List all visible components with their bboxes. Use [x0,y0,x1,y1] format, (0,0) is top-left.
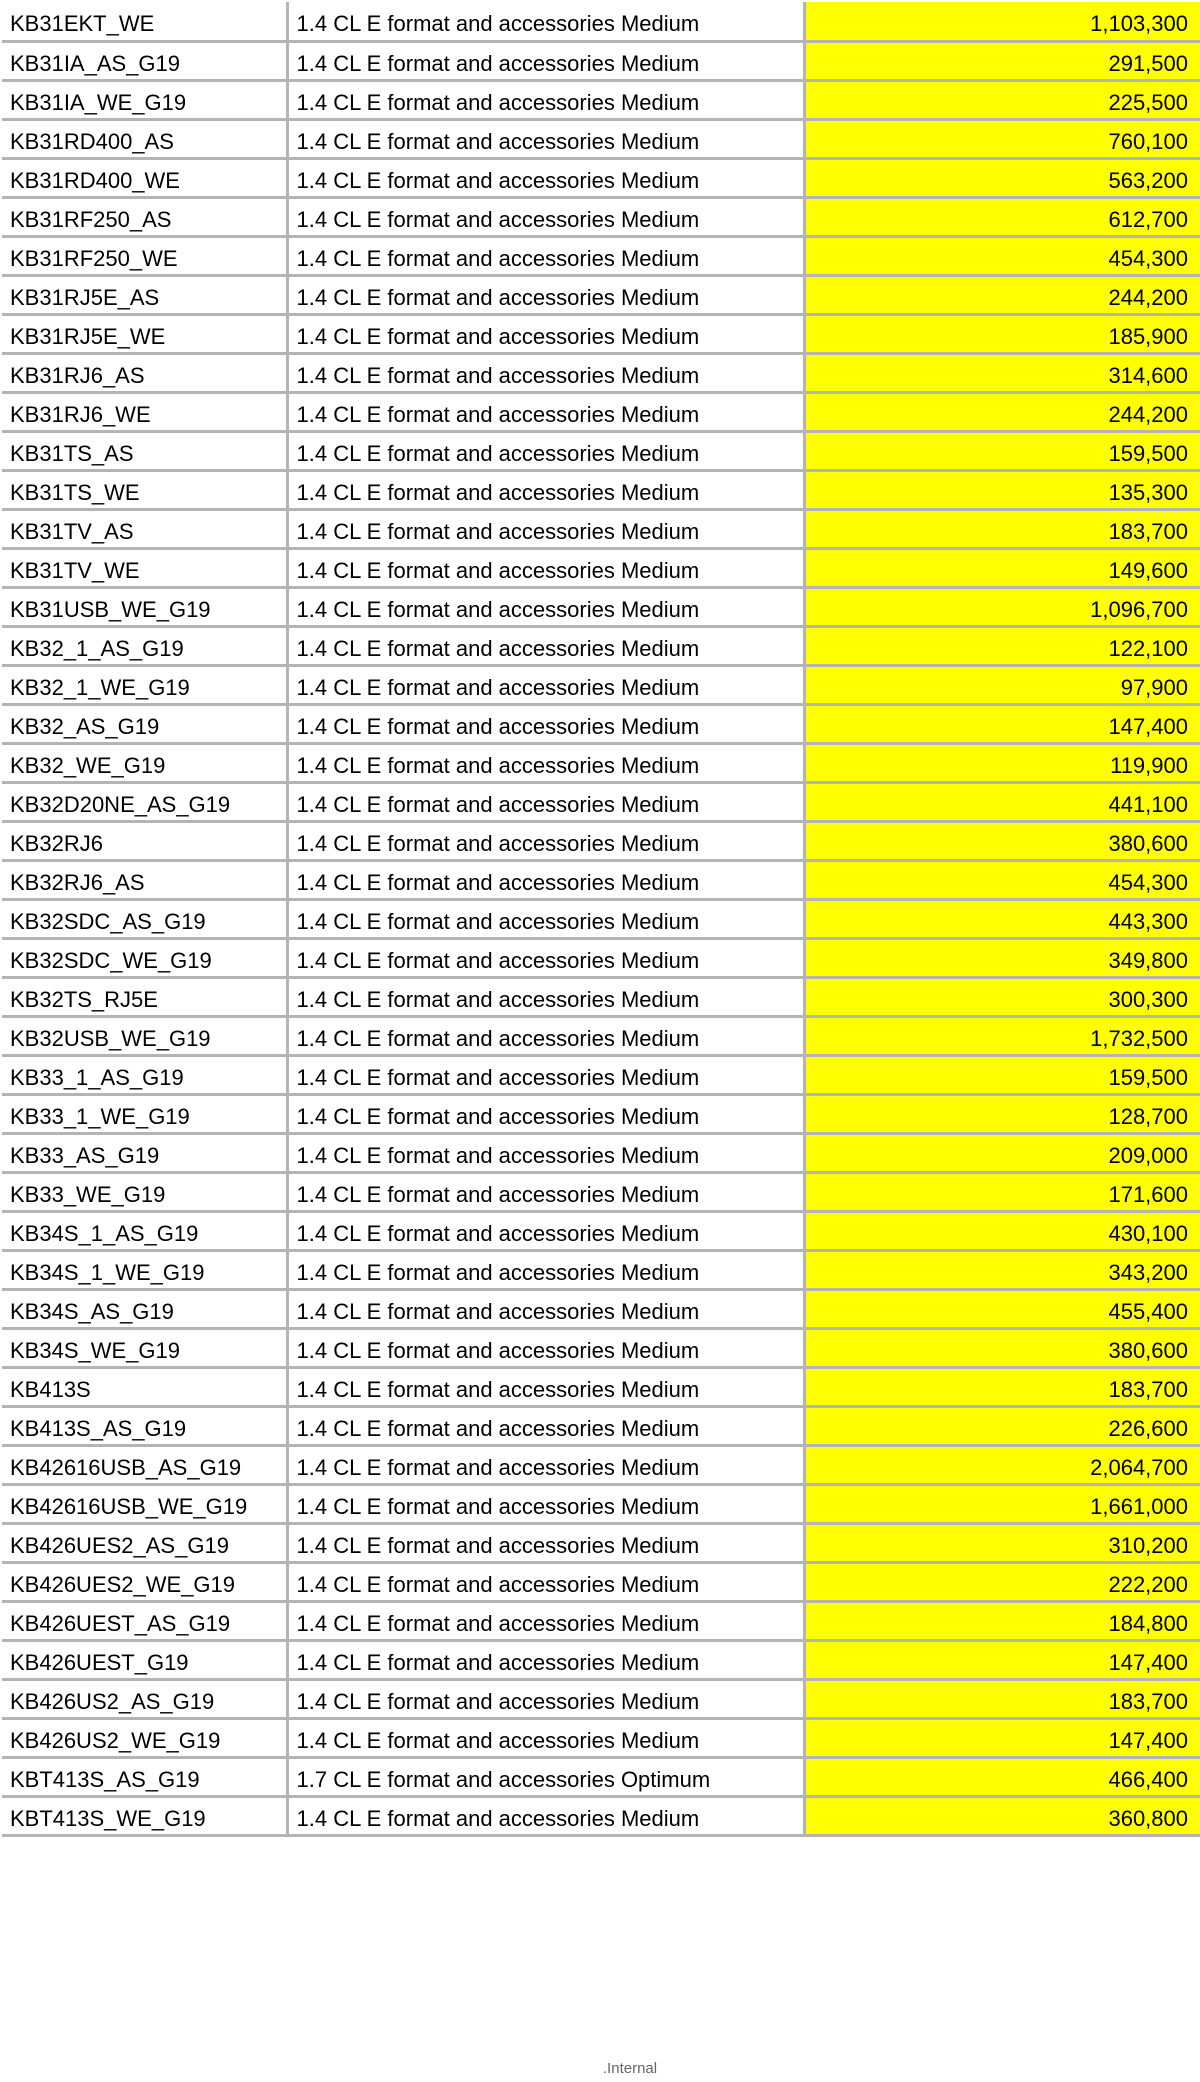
product-code-cell: KB31RD400_AS [2,119,287,158]
table-row [2,197,1200,236]
product-code-cell: KB31RJ5E_AS [2,275,287,314]
description-cell: 1.4 CL E format and accessories Medium [287,1406,804,1445]
price-cell: 441,100 [804,782,1200,821]
price-cell: 1,661,000 [804,1484,1200,1523]
description-cell: 1.4 CL E format and accessories Medium [287,509,804,548]
table-row [2,1172,1200,1211]
table-row [2,1133,1200,1172]
price-table [2,2,1200,1837]
table-row [2,1757,1200,1796]
description-cell: 1.4 CL E format and accessories Medium [287,1484,804,1523]
price-cell: 147,400 [804,1640,1200,1679]
table-row [2,977,1200,1016]
price-cell: 184,800 [804,1601,1200,1640]
product-code-cell: KB426US2_AS_G19 [2,1679,287,1718]
price-cell: 430,100 [804,1211,1200,1250]
description-cell: 1.4 CL E format and accessories Medium [287,977,804,1016]
table-row [2,41,1200,80]
description-cell: 1.4 CL E format and accessories Medium [287,1601,804,1640]
description-cell: 1.4 CL E format and accessories Medium [287,41,804,80]
product-code-cell: KB32RJ6_AS [2,860,287,899]
table-row [2,743,1200,782]
product-code-cell: KB31EKT_WE [2,2,287,41]
description-cell: 1.4 CL E format and accessories Medium [287,704,804,743]
table-row [2,704,1200,743]
table-row [2,431,1200,470]
price-cell: 466,400 [804,1757,1200,1796]
table-row [2,1640,1200,1679]
price-cell: 183,700 [804,1367,1200,1406]
product-code-cell: KB31TV_AS [2,509,287,548]
price-cell: 225,500 [804,80,1200,119]
product-code-cell: KB31USB_WE_G19 [2,587,287,626]
price-cell: 563,200 [804,158,1200,197]
table-row [2,1211,1200,1250]
price-cell: 147,400 [804,1718,1200,1757]
table-row [2,1055,1200,1094]
price-cell: 1,732,500 [804,1016,1200,1055]
product-code-cell: KB413S [2,1367,287,1406]
table-row [2,1679,1200,1718]
product-code-cell: KB413S_AS_G19 [2,1406,287,1445]
table-row [2,899,1200,938]
product-code-cell: KB426UES2_AS_G19 [2,1523,287,1562]
description-cell: 1.4 CL E format and accessories Medium [287,1250,804,1289]
product-code-cell: KB31TS_AS [2,431,287,470]
product-code-cell: KB33_WE_G19 [2,1172,287,1211]
table-row [2,119,1200,158]
product-code-cell: KB32_WE_G19 [2,743,287,782]
product-code-cell: KB34S_1_AS_G19 [2,1211,287,1250]
product-code-cell: KB31RF250_WE [2,236,287,275]
price-cell: 97,900 [804,665,1200,704]
price-cell: 443,300 [804,899,1200,938]
product-code-cell: KB426UES2_WE_G19 [2,1562,287,1601]
table-row [2,1484,1200,1523]
price-cell: 244,200 [804,275,1200,314]
table-row [2,353,1200,392]
price-cell: 183,700 [804,509,1200,548]
description-cell: 1.4 CL E format and accessories Medium [287,860,804,899]
price-cell: 1,096,700 [804,587,1200,626]
product-code-cell: KB31RF250_AS [2,197,287,236]
table-row [2,2,1200,41]
product-code-cell: KB32RJ6 [2,821,287,860]
product-code-cell: KB426UEST_G19 [2,1640,287,1679]
price-cell: 1,103,300 [804,2,1200,41]
table-row [2,1016,1200,1055]
price-cell: 147,400 [804,704,1200,743]
product-code-cell: KBT413S_WE_G19 [2,1796,287,1835]
description-cell: 1.4 CL E format and accessories Medium [287,119,804,158]
price-cell: 343,200 [804,1250,1200,1289]
table-row [2,1250,1200,1289]
description-cell: 1.4 CL E format and accessories Medium [287,1640,804,1679]
description-cell: 1.4 CL E format and accessories Medium [287,1445,804,1484]
classification-label: .Internal [602,2060,658,2077]
description-cell: 1.4 CL E format and accessories Medium [287,782,804,821]
price-cell: 454,300 [804,860,1200,899]
table-row [2,80,1200,119]
description-cell: 1.4 CL E format and accessories Medium [287,1796,804,1835]
table-body [2,2,1200,1835]
price-cell: 244,200 [804,392,1200,431]
description-cell: 1.4 CL E format and accessories Medium [287,899,804,938]
table-row [2,392,1200,431]
description-cell: 1.4 CL E format and accessories Medium [287,1523,804,1562]
price-cell: 128,700 [804,1094,1200,1133]
table-row [2,275,1200,314]
description-cell: 1.4 CL E format and accessories Medium [287,1172,804,1211]
product-code-cell: KB31TV_WE [2,548,287,587]
product-code-cell: KB33_1_WE_G19 [2,1094,287,1133]
price-cell: 149,600 [804,548,1200,587]
product-code-cell: KB31RJ6_WE [2,392,287,431]
product-code-cell: KB31TS_WE [2,470,287,509]
description-cell: 1.4 CL E format and accessories Medium [287,353,804,392]
price-cell: 185,900 [804,314,1200,353]
product-code-cell: KB31RD400_WE [2,158,287,197]
price-cell: 349,800 [804,938,1200,977]
description-cell: 1.4 CL E format and accessories Medium [287,431,804,470]
table-row [2,1562,1200,1601]
table-row [2,860,1200,899]
price-cell: 612,700 [804,197,1200,236]
table-row [2,158,1200,197]
product-code-cell: KB32_AS_G19 [2,704,287,743]
price-cell: 310,200 [804,1523,1200,1562]
product-code-cell: KB31RJ6_AS [2,353,287,392]
description-cell: 1.4 CL E format and accessories Medium [287,197,804,236]
description-cell: 1.4 CL E format and accessories Medium [287,1133,804,1172]
table-row [2,1289,1200,1328]
product-code-cell: KB32SDC_WE_G19 [2,938,287,977]
product-code-cell: KB42616USB_WE_G19 [2,1484,287,1523]
price-cell: 454,300 [804,236,1200,275]
description-cell: 1.4 CL E format and accessories Medium [287,158,804,197]
product-code-cell: KB32USB_WE_G19 [2,1016,287,1055]
description-cell: 1.4 CL E format and accessories Medium [287,1055,804,1094]
product-code-cell: KB32_1_WE_G19 [2,665,287,704]
table-row [2,587,1200,626]
table-row [2,1796,1200,1835]
table-row [2,1328,1200,1367]
price-cell: 119,900 [804,743,1200,782]
product-code-cell: KB32_1_AS_G19 [2,626,287,665]
price-cell: 760,100 [804,119,1200,158]
table-row [2,938,1200,977]
product-code-cell: KB34S_WE_G19 [2,1328,287,1367]
description-cell: 1.4 CL E format and accessories Medium [287,275,804,314]
table-row [2,1406,1200,1445]
price-cell: 2,064,700 [804,1445,1200,1484]
description-cell: 1.4 CL E format and accessories Medium [287,1562,804,1601]
table-row [2,314,1200,353]
price-cell: 291,500 [804,41,1200,80]
description-cell: 1.4 CL E format and accessories Medium [287,2,804,41]
description-cell: 1.4 CL E format and accessories Medium [287,1328,804,1367]
price-cell: 135,300 [804,470,1200,509]
table-row [2,1523,1200,1562]
price-cell: 380,600 [804,1328,1200,1367]
table-row [2,509,1200,548]
description-cell: 1.4 CL E format and accessories Medium [287,938,804,977]
description-cell: 1.4 CL E format and accessories Medium [287,1016,804,1055]
table-row [2,236,1200,275]
price-cell: 159,500 [804,431,1200,470]
description-cell: 1.4 CL E format and accessories Medium [287,587,804,626]
table-row [2,1367,1200,1406]
description-cell: 1.4 CL E format and accessories Medium [287,1211,804,1250]
product-code-cell: KB31RJ5E_WE [2,314,287,353]
table-row [2,1718,1200,1757]
price-cell: 455,400 [804,1289,1200,1328]
description-cell: 1.4 CL E format and accessories Medium [287,821,804,860]
table-row [2,821,1200,860]
product-code-cell: KB34S_AS_G19 [2,1289,287,1328]
price-cell: 183,700 [804,1679,1200,1718]
description-cell: 1.4 CL E format and accessories Medium [287,665,804,704]
table-row [2,548,1200,587]
product-code-cell: KB426UEST_AS_G19 [2,1601,287,1640]
description-cell: 1.4 CL E format and accessories Medium [287,1289,804,1328]
description-cell: 1.4 CL E format and accessories Medium [287,1367,804,1406]
product-code-cell: KB426US2_WE_G19 [2,1718,287,1757]
price-cell: 360,800 [804,1796,1200,1835]
table-row [2,1601,1200,1640]
price-cell: 222,200 [804,1562,1200,1601]
product-code-cell: KB34S_1_WE_G19 [2,1250,287,1289]
product-code-cell: KB33_1_AS_G19 [2,1055,287,1094]
product-code-cell: KB42616USB_AS_G19 [2,1445,287,1484]
description-cell: 1.4 CL E format and accessories Medium [287,236,804,275]
price-cell: 171,600 [804,1172,1200,1211]
price-cell: 122,100 [804,626,1200,665]
table-row [2,1445,1200,1484]
description-cell: 1.7 CL E format and accessories Optimum [287,1757,804,1796]
description-cell: 1.4 CL E format and accessories Medium [287,1718,804,1757]
product-code-cell: KBT413S_AS_G19 [2,1757,287,1796]
price-cell: 209,000 [804,1133,1200,1172]
table-row [2,782,1200,821]
product-code-cell: KB32TS_RJ5E [2,977,287,1016]
price-cell: 380,600 [804,821,1200,860]
description-cell: 1.4 CL E format and accessories Medium [287,80,804,119]
description-cell: 1.4 CL E format and accessories Medium [287,470,804,509]
description-cell: 1.4 CL E format and accessories Medium [287,314,804,353]
table-row [2,665,1200,704]
description-cell: 1.4 CL E format and accessories Medium [287,1094,804,1133]
product-code-cell: KB31IA_WE_G19 [2,80,287,119]
price-cell: 300,300 [804,977,1200,1016]
description-cell: 1.4 CL E format and accessories Medium [287,743,804,782]
product-code-cell: KB32D20NE_AS_G19 [2,782,287,821]
description-cell: 1.4 CL E format and accessories Medium [287,626,804,665]
product-code-cell: KB32SDC_AS_G19 [2,899,287,938]
table-row [2,626,1200,665]
description-cell: 1.4 CL E format and accessories Medium [287,548,804,587]
description-cell: 1.4 CL E format and accessories Medium [287,392,804,431]
product-code-cell: KB33_AS_G19 [2,1133,287,1172]
price-cell: 314,600 [804,353,1200,392]
price-cell: 159,500 [804,1055,1200,1094]
table-row [2,470,1200,509]
table-row [2,1094,1200,1133]
description-cell: 1.4 CL E format and accessories Medium [287,1679,804,1718]
price-cell: 226,600 [804,1406,1200,1445]
product-code-cell: KB31IA_AS_G19 [2,41,287,80]
